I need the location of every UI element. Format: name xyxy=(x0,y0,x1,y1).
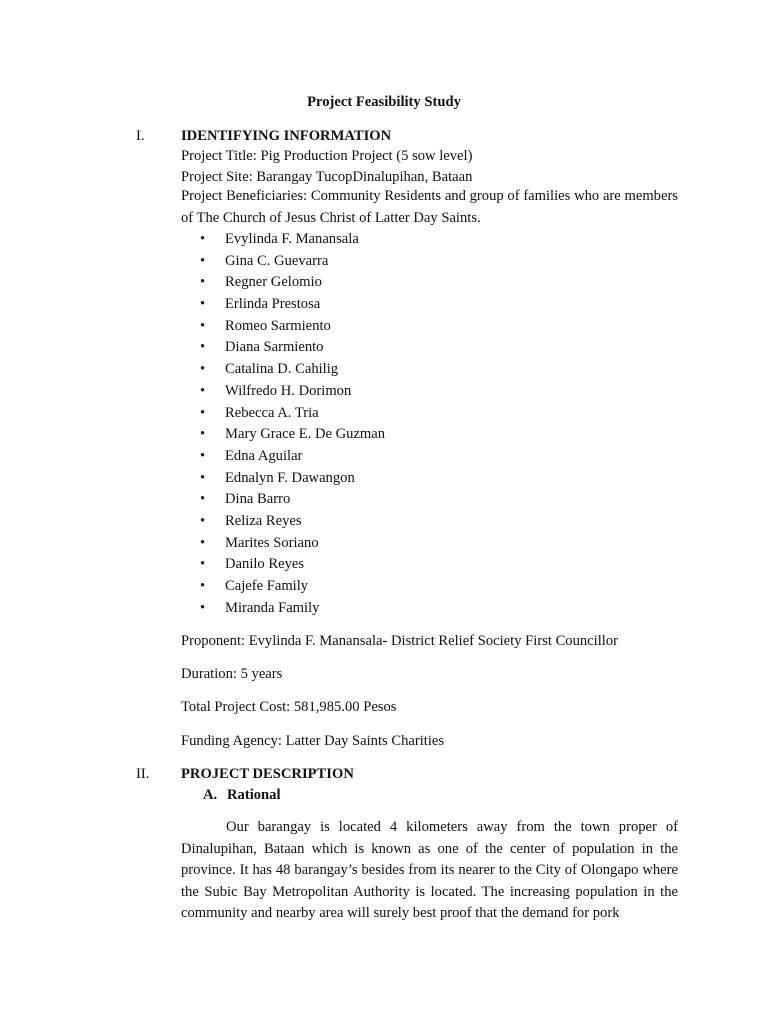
bullet-icon: • xyxy=(200,556,206,573)
member-name: Miranda Family xyxy=(225,599,320,616)
member-list-item xyxy=(200,337,385,359)
bullet-icon: • xyxy=(200,491,206,508)
member-list-item xyxy=(200,251,385,273)
member-list-item xyxy=(200,446,385,468)
member-name: Cajefe Family xyxy=(225,578,309,594)
member-list-item xyxy=(200,511,385,533)
bullet-icon: • xyxy=(200,231,206,247)
bullet-icon: • xyxy=(200,469,206,486)
member-list-item xyxy=(200,294,385,316)
bullet-icon: • xyxy=(200,382,206,399)
bullet-icon: • xyxy=(200,274,206,291)
bullet-icon: • xyxy=(200,599,206,616)
member-name: Ednalyn F. Dawangon xyxy=(225,469,355,486)
member-list-item xyxy=(200,598,385,620)
member-name: Erlinda Prestosa xyxy=(225,296,321,313)
rational-subheading-text: Rational xyxy=(227,787,281,803)
member-list-item xyxy=(200,554,385,576)
member-name: Edna Aguilar xyxy=(225,447,303,464)
member-name: Dina Barro xyxy=(225,491,291,508)
member-name: Rebecca A. Tria xyxy=(225,404,319,421)
rational-subheading xyxy=(203,785,281,805)
section-1-heading: IDENTIFYING INFORMATION xyxy=(181,128,392,144)
bullet-icon: • xyxy=(200,296,206,313)
member-name: Danilo Reyes xyxy=(225,556,305,573)
member-list-item xyxy=(200,316,385,338)
funding-agency-line: Funding Agency: Latter Day Saints Charities xyxy=(181,733,445,749)
member-list-item xyxy=(200,424,385,446)
bullet-icon: • xyxy=(200,404,206,421)
member-name: Mary Grace E. De Guzman xyxy=(225,426,386,443)
member-list-item xyxy=(200,468,385,490)
rational-subheading-letter: A. xyxy=(203,787,218,803)
bullet-icon: • xyxy=(200,339,206,356)
member-list-item xyxy=(200,533,385,555)
bullet-icon: • xyxy=(200,317,206,334)
member-name: Romeo Sarmiento xyxy=(225,317,331,334)
duration-line: Duration: 5 years xyxy=(181,666,283,682)
project-title-line: Project Title: Pig Production Project (5 sow level) xyxy=(181,148,473,164)
member-list-item xyxy=(200,272,385,294)
beneficiaries-paragraph: Project Beneficiaries: Community Residents and group of families who are members of The Church of Jesus Christ of Latter Day Saints. xyxy=(181,188,678,226)
section-1-numeral: I. xyxy=(136,128,145,144)
member-name: Catalina D. Cahilig xyxy=(225,361,339,378)
section-2-heading: PROJECT DESCRIPTION xyxy=(181,766,354,782)
member-name: Marites Soriano xyxy=(225,534,319,551)
member-list-item xyxy=(200,359,385,381)
member-list-item xyxy=(200,229,385,251)
section-2-numeral: II. xyxy=(136,766,150,782)
document-title: Project Feasibility Study xyxy=(307,94,461,110)
bullet-icon: • xyxy=(200,361,206,378)
bullet-icon: • xyxy=(200,252,206,269)
rational-paragraph: Our barangay is located 4 kilometers away from the town proper of Dinalupihan, Bataan which is known as one of the center of population in the province. It has 48 barangay’s besides from its nearer to the City of Olongapo where the Subic Bay Metropolitan Authority is located. The increasing population in the community and nearby area will surely best proof that the demand for pork xyxy=(181,819,678,922)
member-list-item xyxy=(200,576,385,598)
beneficiary-member-list xyxy=(200,229,385,619)
member-name: Gina C. Guevarra xyxy=(225,252,329,269)
bullet-icon: • xyxy=(200,447,206,464)
member-name: Evylinda F. Manansala xyxy=(225,231,359,247)
bullet-icon: • xyxy=(200,534,206,551)
total-cost-line: Total Project Cost: 581,985.00 Pesos xyxy=(181,699,397,715)
proponent-line: Proponent: Evylinda F. Manansala- District Relief Society First Councillor xyxy=(181,633,618,649)
member-list-item xyxy=(200,489,385,511)
bullet-icon: • xyxy=(200,578,206,594)
member-name: Reliza Reyes xyxy=(225,512,302,529)
project-site-line: Project Site: Barangay TucopDinalupihan, Bataan xyxy=(181,169,473,185)
member-name: Regner Gelomio xyxy=(225,274,322,291)
member-name: Wilfredo H. Dorimon xyxy=(225,382,352,399)
member-list-item xyxy=(200,381,385,403)
bullet-icon: • xyxy=(200,512,206,529)
bullet-icon: • xyxy=(200,426,206,443)
member-list-item xyxy=(200,403,385,425)
member-name: Diana Sarmiento xyxy=(225,339,324,356)
